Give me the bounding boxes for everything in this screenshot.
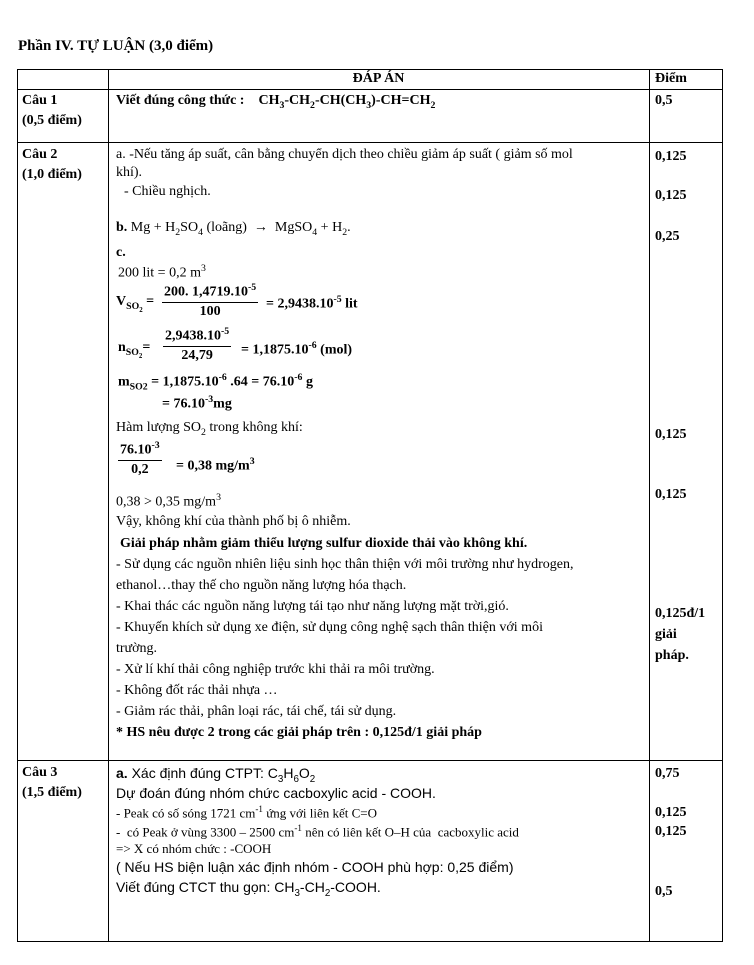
q2-solution-title: Giải pháp nhằm giảm thiểu lượng sulfur dioxide thải vào không khí. <box>120 536 528 551</box>
q2-content-fraction: $\frac{76.10^{-3}}{0,2}$ <box>120 440 160 477</box>
q2-mso2-line1: $m_{SO2} = 1,1875.10^{-6}$ $.64 = 76.10^{-6}$ g <box>118 372 313 393</box>
q2-c-label: c. <box>116 245 126 260</box>
q2-a-line3: - Chiều nghịch. <box>124 184 211 199</box>
q2-vso2-lhs: $V_{SO_2}$ = <box>116 294 155 314</box>
q3-score-2: 0,125 <box>655 805 687 820</box>
q2-score-solution-2: giải <box>655 627 677 642</box>
q1-points: (0,5 điểm) <box>22 113 82 128</box>
q2-solution-2: - Khai thác các nguồn năng lượng tái tạo như năng lượng mặt trời,gió. <box>116 599 509 614</box>
q2-score-a1: 0,125 <box>655 149 687 164</box>
q2-conclusion: Vậy, không khí của thành phố bị ô nhiễm. <box>116 514 351 529</box>
q2-score-c1: 0,125 <box>655 427 687 442</box>
table-border-top <box>17 69 723 70</box>
q3-score-3: 0,125 <box>655 824 687 839</box>
q2-nso2-rhs: = $1,1875.10^{-6}$ (mol) <box>241 340 353 358</box>
q2-vso2-fraction: $\frac{200. 1,4719.10^{-5}}{100}$ <box>164 282 257 319</box>
table-border-left <box>17 69 18 942</box>
q1-score: 0,5 <box>655 93 673 108</box>
col-divider-1 <box>108 69 109 942</box>
q2-content-line: Hàm lượng $SO_2$ trong không khí: <box>116 420 303 438</box>
q3-score-4: 0,5 <box>655 884 673 899</box>
q2-solution-6: - Giảm rác thải, phân loại rác, tái chế, tái sử dụng. <box>116 704 397 719</box>
q2-score-a2: 0,125 <box>655 188 687 203</box>
q2-solution-5: - Không đốt rác thải nhựa … <box>116 683 278 698</box>
q3-line4: - có Peak ở vùng 3300 – 2500 $cm^{-1}$ nên có liên kết O–H của cacboxylic acid <box>116 823 519 840</box>
q1-text: Viết đúng công thức : $CH_3-CH_2-CH(CH_3)-CH=CH_2$ <box>116 93 436 111</box>
q2-score-solution-1: 0,125đ/1 <box>655 606 706 621</box>
q3-line7: Viết đúng CTCT thu gọn: $CH_3-CH_2$-COOH. <box>116 879 381 899</box>
q2-score-b: 0,25 <box>655 229 680 244</box>
q2-nso2-lhs: $n_{SO_2}=$ <box>118 340 151 360</box>
q2-note: * HS nêu được 2 trong các giải pháp trên : 0,125đ/1 giải pháp <box>116 725 482 740</box>
q2-a-line1: a. -Nếu tăng áp suất, cân bằng chuyển dịch theo chiều giảm áp suất ( giảm số mol <box>116 147 573 162</box>
q3-line3: - Peak có số sóng 1721 $cm^{-1}$ ứng với liên kết C=O <box>116 804 378 821</box>
q3-line6: ( Nếu HS biện luận xác định nhóm - COOH phù hợp: 0,25 điểm) <box>116 859 514 875</box>
table-header-divider <box>17 89 723 90</box>
q2-score-c2: 0,125 <box>655 487 687 502</box>
q2-a-line2: khí). <box>116 165 143 180</box>
row-divider-q2 <box>17 760 723 761</box>
q3-label: Câu 3 <box>22 765 58 780</box>
header-answer: ĐÁP ÁN <box>352 71 405 86</box>
q2-score-solution-3: pháp. <box>655 648 689 663</box>
q3-points: (1,5 điểm) <box>22 785 82 800</box>
q2-c-line1: 200 lit = 0,2 $m^3$ <box>118 263 206 281</box>
q2-solution-3b: trường. <box>116 641 158 656</box>
q2-solution-4: - Xử lí khí thải công nghiệp trước khi thải ra môi trường. <box>116 662 435 677</box>
q2-solution-1: - Sử dụng các nguồn nhiên liệu sinh học thân thiện với môi trường như hydrogen, <box>116 557 574 572</box>
q3-score-1: 0,75 <box>655 766 680 781</box>
q3-line2: Dự đoán đúng nhóm chức cacboxylic acid - COOH. <box>116 785 436 801</box>
table-border-bottom <box>17 941 723 942</box>
q2-nso2-fraction: $\frac{2,9438.10^{-5}}{24,79}$ <box>165 326 230 363</box>
q1-label: Câu 1 <box>22 93 58 108</box>
q2-b-line: b. $Mg + H_2SO_4$ (loãng) → MgSO$_4$ + $H_2$. <box>116 220 351 238</box>
col-divider-2 <box>649 69 650 942</box>
row-divider-q1 <box>17 142 723 143</box>
section-title: Phần IV. TỰ LUẬN (3,0 điểm) <box>18 38 214 54</box>
q2-solution-1b: ethanol…thay thế cho nguồn năng lượng hóa thạch. <box>116 578 407 593</box>
q2-mso2-line2: = $76.10^{-3}mg$ <box>162 394 232 412</box>
q3-line5: => X có nhóm chức : -COOH <box>116 841 272 856</box>
q2-vso2-rhs: = $2,9438.10^{-5}$ lit <box>266 294 358 312</box>
header-score: Điểm <box>655 71 687 86</box>
q3-line1: a. Xác định đúng CTPT: $C_3H_6O_2$ <box>116 765 316 785</box>
q2-points: (1,0 điểm) <box>22 167 82 182</box>
table-border-right <box>722 69 723 942</box>
q2-compare: 0,38 > 0,35 $mg/m^3$ <box>116 492 221 510</box>
q2-label: Câu 2 <box>22 147 58 162</box>
q2-content-rhs: = 0,38 $mg/m^3$ <box>176 456 255 474</box>
q2-solution-3: - Khuyến khích sử dụng xe điện, sử dụng công nghệ sạch thân thiện với môi <box>116 620 543 635</box>
